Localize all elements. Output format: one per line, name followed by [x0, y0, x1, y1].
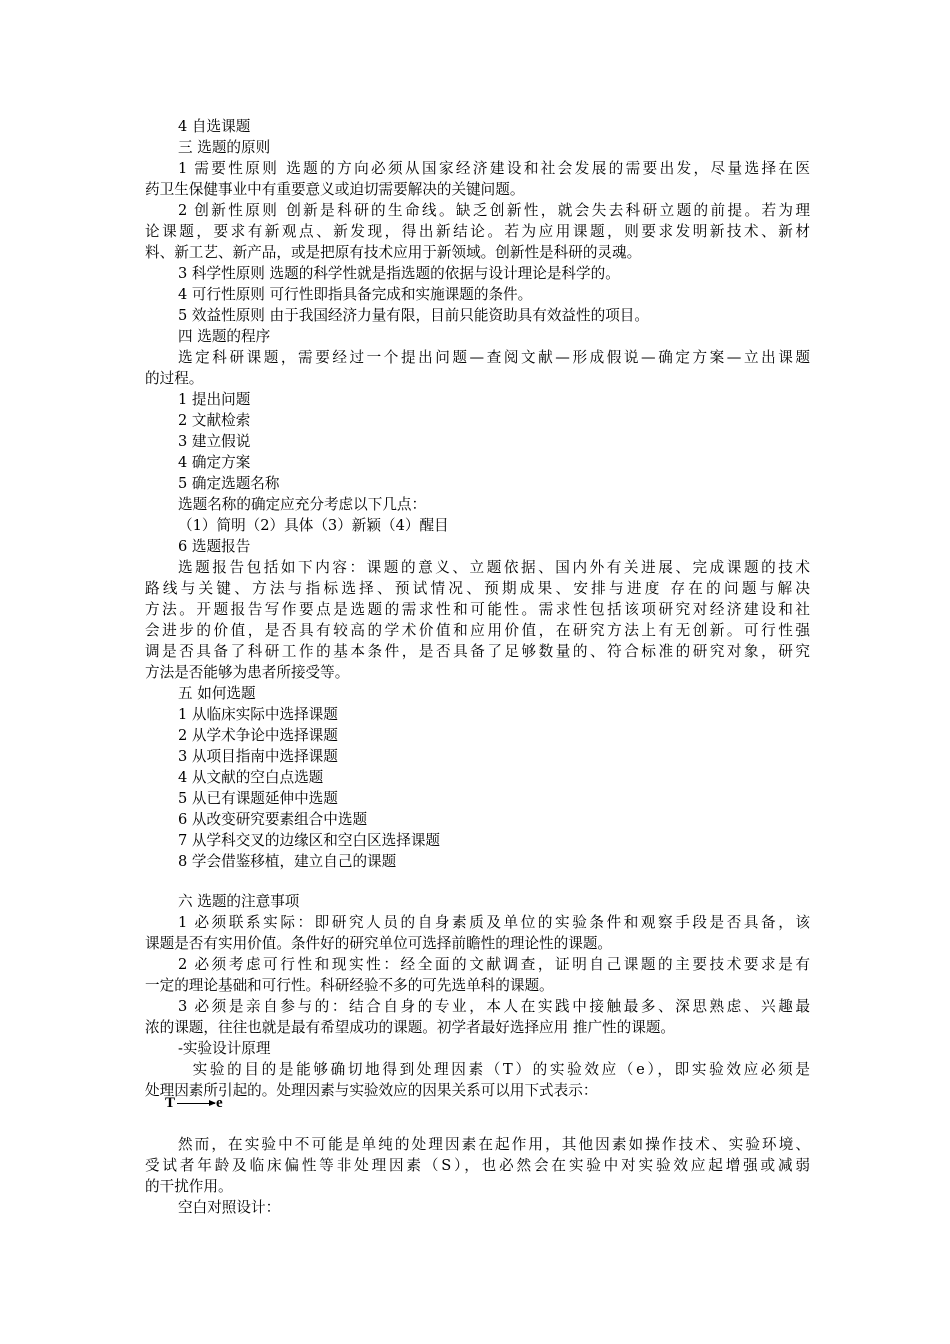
text-line: 一定的理论基础和可行性。科研经验不多的可先选单科的课题。 [145, 977, 554, 994]
formula-e: e [216, 1095, 223, 1111]
text-line: 3 必须是亲自参与的：结合自身的专业，本人在实践中接触最多、深思熟虑、兴趣最 [178, 998, 810, 1015]
text-line: 空白对照设计： [178, 1199, 281, 1216]
list-item: 2 从学术争论中选择课题 [178, 727, 338, 744]
text-line: 路线与关键、方法与指标选择、预试情况、预期成果、安排与进度 存在的问题与解决 [145, 580, 810, 597]
text-line: 5 效益性原则 由于我国经济力量有限，目前只能资助具有效益性的项目。 [178, 307, 649, 324]
text-line: 选题名称的确定应充分考虑以下几点： [178, 496, 427, 513]
text-line: 选定科研课题，需要经过一个提出问题—查阅文献—形成假说—确定方案—立出课题 [178, 349, 810, 366]
text-line: 实验的目的是能够确切地得到处理因素（T）的实验效应（e），即实验效应必须是 [178, 1061, 810, 1078]
list-item: 1 提出问题 [178, 391, 251, 408]
text-line: 然而，在实验中不可能是单纯的处理因素在起作用，其他因素如操作技术、实验环境、 [178, 1136, 810, 1153]
list-item: 6 从改变研究要素组合中选题 [178, 811, 368, 828]
list-item: 1 从临床实际中选择课题 [178, 706, 338, 723]
text-line: 论课题，要求有新观点、新发现，得出新结论。若为应用课题，则要求发明新技术、新材 [145, 223, 810, 240]
list-item: 5 从已有课题延伸中选题 [178, 790, 338, 807]
section-heading: 四 选题的程序 [178, 328, 271, 345]
formula-t: T [165, 1095, 176, 1111]
text-line: 3 科学性原则 选题的科学性就是指选题的依据与设计理论是科学的。 [178, 265, 620, 282]
text-line: 受试者年龄及临床偏性等非处理因素（S），也必然会在实验中对实验效应起增强或减弱 [145, 1157, 810, 1174]
text-line: 浓的课题，往往也就是最有希望成功的课题。初学者最好选择应用 推广性的课题。 [145, 1019, 676, 1036]
list-item: 5 确定选题名称 [178, 475, 280, 492]
text-line: 选题报告包括如下内容：课题的意义、立题依据、国内外有关进展、完成课题的技术 [178, 559, 810, 576]
text-line: 2 创新性原则 创新是科研的生命线。缺乏创新性，就会失去科研立题的前提。若为理 [178, 202, 810, 219]
text-line: （1）简明（2）具体（3）新颖（4）醒目 [178, 517, 449, 534]
list-item: 4 从文献的空白点选题 [178, 769, 324, 786]
text-line: 处理因素所引起的。处理因素与实验效应的因果关系可以用下式表示： [145, 1082, 598, 1099]
causal-formula [165, 1093, 223, 1114]
list-item: 4 确定方案 [178, 454, 251, 471]
section-heading: -实验设计原理 [178, 1040, 271, 1057]
text-line: 调是否具备了科研工作的基本条件，是否具备了足够数量的、符合标准的研究对象，研究 [145, 643, 810, 660]
text-line: 4 可行性原则 可行性即指具备完成和实施课题的条件。 [178, 286, 533, 303]
list-item: 6 选题报告 [178, 538, 251, 555]
text-line: 4 自选课题 [178, 118, 251, 135]
list-item: 7 从学科交叉的边缘区和空白区选择课题 [178, 832, 441, 849]
text-line: 1 需要性原则 选题的方向必须从国家经济建设和社会发展的需要出发，尽量选择在医 [178, 160, 810, 177]
list-item: 3 建立假说 [178, 433, 251, 450]
section-heading: 三 选题的原则 [178, 139, 271, 156]
list-item: 8 学会借鉴移植，建立自己的课题 [178, 853, 397, 870]
section-heading: 五 如何选题 [178, 685, 256, 702]
arrow-right-icon [177, 1103, 215, 1104]
text-line: 1 必须联系实际：即研究人员的自身素质及单位的实验条件和观察手段是否具备，该 [178, 914, 810, 931]
list-item: 3 从项目指南中选择课题 [178, 748, 338, 765]
text-line: 课题是否有实用价值。条件好的研究单位可选择前瞻性的理论性的课题。 [145, 935, 613, 952]
text-line: 药卫生保健事业中有重要意义或迫切需要解决的关键问题。 [145, 181, 525, 198]
text-line: 会进步的价值，是否具有较高的学术价值和应用价值，在研究方法上有无创新。可行性强 [145, 622, 810, 639]
text-line: 料、新工艺、新产品，或是把原有技术应用于新领域。创新性是科研的灵魂。 [145, 244, 642, 261]
section-heading: 六 选题的注意事项 [178, 893, 300, 910]
text-line: 方法是否能够为患者所接受等。 [145, 664, 350, 681]
list-item: 2 文献检索 [178, 412, 251, 429]
text-line: 方法。开题报告写作要点是选题的需求性和可能性。需求性包括该项研究对经济建设和社 [145, 601, 810, 618]
text-line: 的干扰作用。 [145, 1178, 233, 1195]
text-line: 2 必须考虑可行性和现实性：经全面的文献调查，证明自己课题的主要技术要求是有 [178, 956, 810, 973]
text-line: 的过程。 [145, 370, 204, 387]
